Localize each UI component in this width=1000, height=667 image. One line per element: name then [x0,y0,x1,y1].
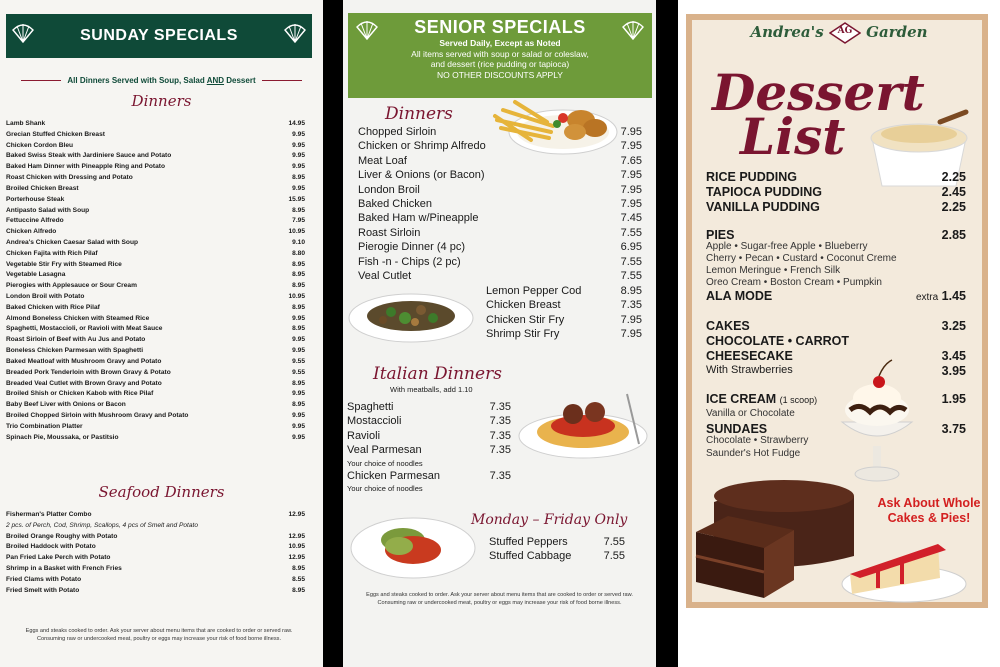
item-name: Vegetable Lasagna [6,271,66,279]
sunday-header [6,14,312,58]
item-price: 8.95 [292,271,305,279]
item-price: 8.95 [292,325,305,333]
menu-item [6,379,305,390]
menu-item [358,211,642,225]
pies-flavors: Apple • Sugar-free Apple • Blueberry [706,241,868,252]
item-price: 7.35 [489,401,511,413]
brand-left: Andrea's [750,23,824,41]
item-price: 7.55 [620,255,642,268]
item-price: 7.95 [620,328,642,341]
pies-flavors: Lemon Meringue • French Silk [706,265,841,276]
menu-item [486,298,642,312]
italian-heading: Italian Dinners [373,364,502,384]
item-price: 7.45 [620,212,642,225]
item-price: 15.95 [288,195,305,203]
item-name: Chicken Cordon Bleu [6,141,74,149]
shell-icon [356,19,378,41]
item-name: Breaded Veal Cutlet with Brown Gravy and Potato [6,379,162,387]
item-price: 9.95 [292,336,305,344]
senior-dinners-list [358,125,642,283]
item-name: Pierogies with Applesauce or Sour Cream [6,282,137,290]
item-name: Stuffed Peppers [489,536,568,548]
item-price: 1.95 [941,392,966,406]
menu-item [6,141,305,152]
item-price: 10.95 [288,543,305,551]
item-name: Baked Chicken with Rice Pilaf [6,303,100,311]
ice-cream-label: ICE CREAM [706,392,777,406]
item-name: Broiled Haddock with Potato [6,543,96,551]
ala-mode-row [706,289,966,303]
menu-item [6,151,305,162]
sunday-dinners-list [6,119,305,443]
menu-item [6,346,305,357]
item-price: 9.55 [292,368,305,376]
sundae-flavors: Chocolate • Strawberry [706,435,809,446]
item-price: 8.95 [292,379,305,387]
menu-item [358,168,642,182]
sunday-subtitle [0,76,323,85]
footer-line: Eggs and steaks cooked to order. Ask your server about menu items that are cooked to order or served raw. [25,628,293,634]
item-name: Antipasto Salad with Soup [6,206,90,214]
item-name: Chicken or Shrimp Alfredo [358,140,486,153]
item-price: 8.95 [292,303,305,311]
item-price: 8.95 [292,586,305,594]
item-price: 8.95 [292,565,305,573]
menu-item [6,130,305,141]
tapioca-row [706,185,966,199]
item-price: 7.95 [620,169,642,182]
menu-item [347,458,511,469]
item-name: CHOCOLATE • CARROT [706,334,850,348]
ask-about-whole-cakes: Ask About Whole Cakes & Pies! [877,496,981,525]
item-name: Chicken Stir Fry [486,313,565,326]
menu-item [6,249,305,260]
logo-text: AG [837,26,853,36]
brand [678,22,1000,44]
footer-line: Consuming raw or undercooked meat, poultry or eggs may increase your risk of food borne illness. [36,636,282,642]
menu-item [6,542,305,553]
menu-item [6,195,305,206]
divider [323,0,343,667]
stir-fry-plate-image [347,288,477,344]
menu-item [358,255,642,269]
item-price: 7.35 [489,429,511,442]
sunday-specials-panel [0,0,323,667]
item-price: 2.85 [941,228,966,242]
item-name: Broiled Chicken Breast [6,184,79,192]
item-name: Trio Combination Platter [6,422,83,430]
menu-item [6,227,305,238]
menu-item [347,469,511,483]
item-name: Andrea's Chicken Caesar Salad with Soup [6,238,139,246]
menu-item [486,313,642,327]
item-name: Liver & Onions (or Bacon) [358,169,485,182]
item-name: Your choice of noodles [347,483,423,493]
menu-item [6,553,305,564]
item-name: Breaded Pork Tenderloin with Brown Gravy & Potato [6,368,171,376]
pies-flavors: Cherry • Pecan • Custard • Coconut Creme [706,253,897,264]
menu-item [358,197,642,211]
item-name: Shrimp in a Basket with French Fries [6,565,122,573]
menu-item [6,532,305,543]
item-price: 12.95 [288,554,305,562]
item-price: 7.95 [620,140,642,153]
item-price: 8.95 [292,206,305,214]
item-price: 10.95 [288,228,305,236]
item-price: 9.95 [292,390,305,398]
ice-cream-note: (1 scoop) [779,395,818,405]
dessert-list-panel [678,0,1000,667]
menu-item [6,238,305,249]
item-name: CHEESECAKE [706,349,793,363]
sunday-title: SUNDAY SPECIALS [80,27,238,44]
item-price: 7.55 [620,226,642,239]
senior-header [348,13,652,98]
item-name: Chopped Sirloin [358,126,437,138]
subtitle-and: AND [206,76,225,85]
menu-item [6,314,305,325]
menu-item [6,510,305,521]
item-name: Roast Sirloin of Beef with Au Jus and Potato [6,336,146,344]
item-price: 3.45 [941,349,966,363]
footer-line: Eggs and steaks cooked to order. Ask your server about menu items that are cooked to order or served raw. [366,592,633,598]
subtitle-text: All Dinners Served with Soup, Salad [67,76,207,85]
rice-pudding-row [706,170,966,184]
item-price: 3.25 [941,319,966,333]
italian-list [347,400,511,494]
shell-icon [12,22,34,44]
logo [829,22,861,44]
item-price: 9.10 [292,238,305,246]
menu-item [347,429,511,443]
item-price: 9.95 [292,130,305,138]
item-price: 9.55 [292,357,305,365]
item-price: 8.95 [620,285,642,297]
dinners-heading: Dinners [131,92,192,110]
menu-item [6,270,305,281]
item-price: 9.95 [292,314,305,322]
item-price: 7.55 [603,550,625,563]
brand-right: Garden [866,23,928,41]
item-price: 3.95 [941,364,966,378]
item-name: Roast Sirloin [358,226,421,239]
menu-item [6,357,305,368]
menu-item [6,260,305,271]
item-price: 9.95 [292,184,305,192]
item-price: 8.95 [292,282,305,290]
menu-item [489,549,625,563]
item-name: Chicken Breast [486,299,561,312]
item-price: 7.95 [620,126,642,138]
dessert-title-2: List [740,107,846,166]
senior-dinners-heading: Dinners [385,104,453,124]
item-name: 2 pcs. of Perch, Cod, Shrimp, Scallops, 4 pcs of Smelt and Potato [6,521,199,529]
menu-item [358,154,642,168]
vanilla-row [706,200,966,214]
sundae-flavors: Saunder's Hot Fudge [706,448,801,459]
item-name: Boneless Chicken Parmesan with Spaghetti [6,347,144,355]
footer-line: Consuming raw or undercooked meat, poultry or eggs may increase your risk of food borne illness. [377,600,622,606]
item-name: Your choice of noodles [347,458,423,468]
senior-line: and dessert (rice pudding or tapioca) [430,59,570,69]
divider [656,0,678,667]
item-name: CAKES [706,319,750,333]
menu-item [486,327,642,341]
item-price: 9.95 [292,141,305,149]
item-name: Pan Fried Lake Perch with Potato [6,554,111,562]
menu-item [358,183,642,197]
item-name: Fettuccine Alfredo [6,217,64,225]
monfri-list [489,535,625,564]
item-price: 7.35 [489,415,511,428]
item-name: Grecian Stuffed Chicken Breast [6,130,105,138]
senior-line: All items served with soup or salad or coleslaw, [411,48,589,59]
cakes-row [706,319,966,333]
menu-item [358,269,642,283]
item-name: Fried Clams with Potato [6,575,82,583]
item-name: Fisherman's Platter Combo [6,511,92,518]
menu-item [6,281,305,292]
item-price: 2.25 [941,200,966,214]
menu-item [6,335,305,346]
item-name: Vegetable Stir Fry with Steamed Rice [6,260,122,268]
menu-item [6,216,305,227]
menu-item [358,226,642,240]
menu-item [6,324,305,335]
item-name: With Strawberries [706,364,793,376]
menu-item [6,368,305,379]
menu-item [6,586,305,597]
menu-item [6,173,305,184]
item-price: 7.35 [489,469,511,482]
item-name: Broiled Shish or Chicken Kabob with Rice Pilaf [6,390,154,398]
item-name: Baked Ham w/Pineapple [358,212,479,225]
menu-item [6,292,305,303]
menu-item [6,400,305,411]
item-price: 7.55 [620,269,642,282]
shell-icon [622,19,644,41]
spaghetti-plate-image [515,384,653,462]
item-price: 8.95 [292,174,305,182]
senior-title: SENIOR SPECIALS [414,17,586,37]
sunday-seafood-list [6,510,305,597]
item-name: Baked Meatloaf with Mushroom Gravy and Potato [6,357,162,365]
item-price: 3.75 [941,422,966,436]
item-name: Spinach Pie, Moussaka, or Pastitsio [6,433,119,441]
item-name: Ravioli [347,429,381,442]
item-name: SUNDAES [706,422,768,436]
item-name: Broiled Orange Roughy with Potato [6,532,118,540]
item-price: 12.95 [288,511,305,518]
pies-flavors: Oreo Cream • Boston Cream • Pumpkin [706,277,882,288]
item-name: Fried Smelt with Potato [6,586,80,594]
menu-item [347,400,511,414]
item-price: 7.35 [620,299,642,312]
item-name: Porterhouse Steak [6,195,65,203]
price-value: 1.45 [941,289,966,303]
menu-item [6,564,305,575]
item-name: Veal Cutlet [358,269,412,282]
stuffed-cabbage-plate-image [347,510,481,582]
italian-note: With meatballs, add 1.10 [390,385,473,394]
item-price: 9.95 [292,347,305,355]
item-price: 8.95 [292,401,305,409]
menu-item [6,422,305,433]
item-price: 7.95 [620,313,642,326]
menu-item [358,139,642,153]
menu-item [6,206,305,217]
item-price [916,289,966,303]
item-name: Almond Boneless Chicken with Steamed Rice [6,314,150,322]
sundae-image [836,358,918,488]
item-name: Baked Chicken [358,197,432,210]
item-price: 7.55 [603,536,625,548]
menu-item [358,125,642,139]
sunday-footer [4,627,314,643]
item-name: PIES [706,228,735,242]
shell-icon [284,22,306,44]
item-price: 9.95 [292,411,305,419]
menu-item [6,303,305,314]
item-name: Baked Ham Dinner with Pineapple Ring and Potato [6,163,166,171]
item-price: 7.95 [620,197,642,210]
item-price: 9.95 [292,433,305,441]
monfri-heading: Monday – Friday Only [471,512,628,528]
menu-item [347,443,511,457]
item-name: ALA MODE [706,289,773,303]
item-name: Meat Loaf [358,154,407,167]
dessert-title-1: Dessert [712,63,925,122]
item-price: 7.95 [292,217,305,225]
item-name: Chicken Alfredo [6,228,57,236]
item-name: VANILLA PUDDING [706,200,820,214]
menu-item [347,483,511,494]
item-name: Baked Swiss Steak with Jardiniere Sauce and Potato [6,152,172,160]
item-name: Spaghetti [347,401,394,413]
item-name: Chicken Fajita with Rich Pilaf [6,249,98,257]
menu-item [6,575,305,586]
item-name: Shrimp Stir Fry [486,328,560,341]
item-name: Broiled Chopped Sirloin with Mushroom Gravy and Potato [6,411,189,419]
item-price: 9.95 [292,163,305,171]
menu-item [6,411,305,422]
pies-row [706,228,966,242]
menu-item [6,184,305,195]
seafood-heading: Seafood Dinners [98,483,225,501]
item-price: 2.25 [941,170,966,184]
item-name: Baby Beef Liver with Onions or Bacon [6,401,126,409]
item-price: 9.95 [292,422,305,430]
cakes-flavors [706,334,966,348]
item-name: Mostaccioli [347,415,402,428]
item-name: London Broil [358,183,420,196]
cheesecake-image [838,532,968,606]
menu-item [347,414,511,428]
item-name: London Broil with Potato [6,293,85,300]
item-price: 7.65 [620,154,642,167]
item-price: 12.95 [288,532,305,540]
item-name [706,392,817,406]
item-name: Chicken Parmesan [347,469,440,482]
item-price: 8.80 [292,249,305,257]
item-price: 6.95 [620,241,642,254]
item-name: Lemon Pepper Cod [486,285,582,297]
menu-item [489,535,625,549]
item-name: RICE PUDDING [706,170,797,184]
senior-line: NO OTHER DISCOUNTS APPLY [437,69,563,80]
item-name: Lamb Shank [6,120,46,127]
item-price: 8.55 [292,575,305,583]
item-name: Veal Parmesan [347,444,422,457]
item-name: Stuffed Cabbage [489,550,572,563]
item-price: 14.95 [288,120,305,127]
senior-specials-panel [343,0,656,667]
item-price: 9.95 [292,152,305,160]
ice-cream-flavors: Vanilla or Chocolate [706,408,795,419]
item-price: 2.45 [941,185,966,199]
item-name: Pierogie Dinner (4 pc) [358,241,465,254]
senior-dinners-right-list [486,284,642,342]
menu-item [6,433,305,444]
item-name: Roast Chicken with Dressing and Potato [6,174,133,182]
subtitle-text-end: Dessert [224,76,256,85]
menu-item [6,389,305,400]
item-price: 8.95 [292,260,305,268]
item-name: TAPIOCA PUDDING [706,185,822,199]
item-name: Spaghetti, Mostaccioli, or Ravioli with Meat Sauce [6,325,163,333]
menu-item [486,284,642,298]
menu-item [358,240,642,254]
senior-line: Served Daily, Except as Noted [439,38,561,48]
item-name: Fish -n - Chips (2 pc) [358,255,461,268]
menu-item [6,521,305,532]
item-price: 10.95 [288,293,305,300]
menu-item [6,119,305,130]
senior-footer [347,591,652,607]
item-price: 7.95 [620,183,642,196]
extra-label: extra [915,292,939,303]
menu-item [6,162,305,173]
item-price: 7.35 [489,444,511,457]
